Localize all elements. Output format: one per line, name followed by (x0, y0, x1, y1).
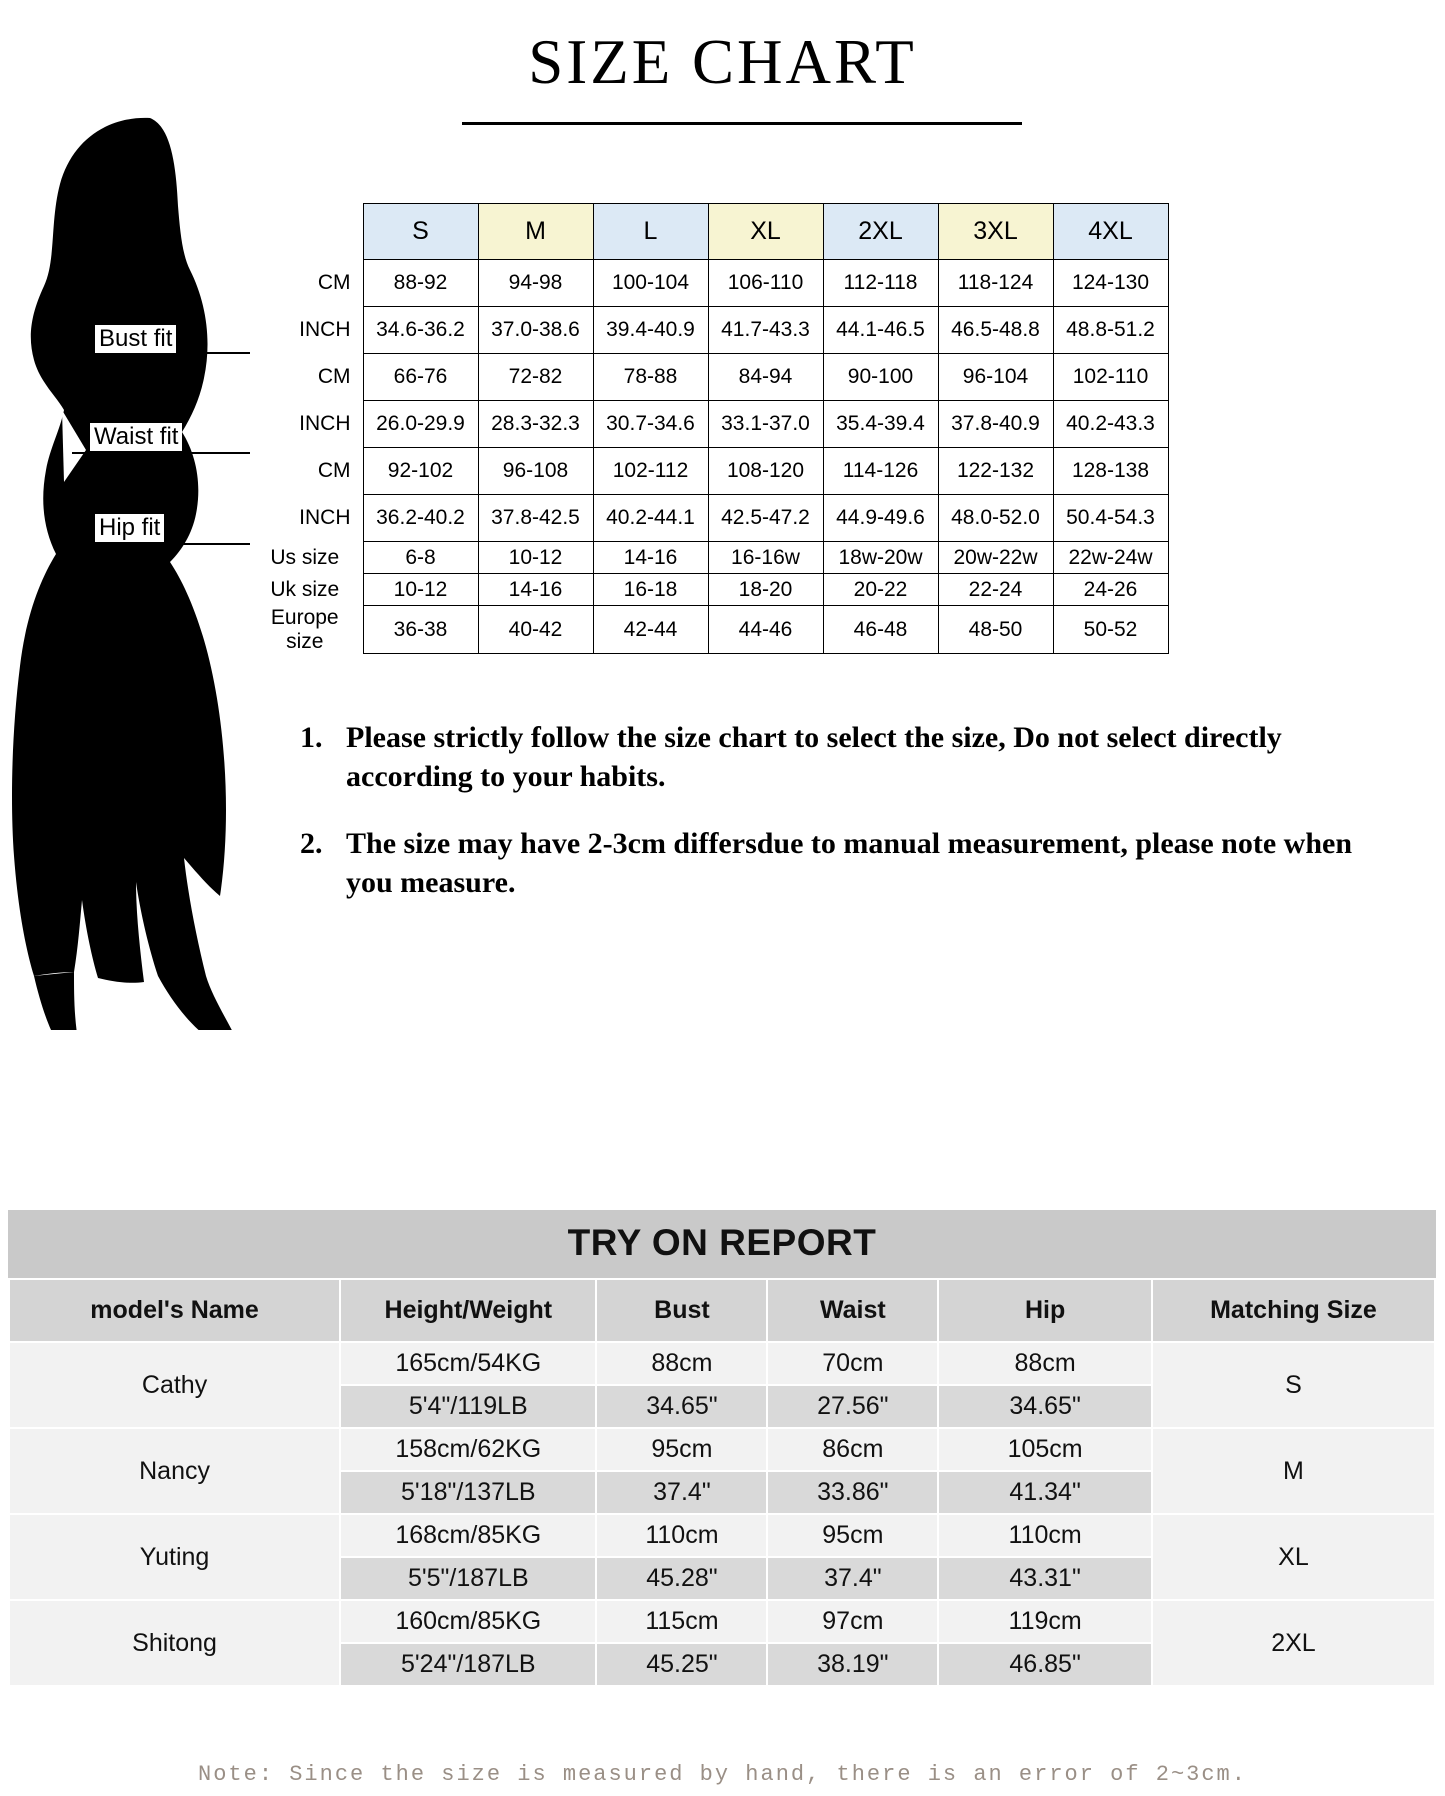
hip-cm-unit-label: CM (247, 448, 363, 495)
waist-inch-m: 28.3-32.3 (478, 401, 593, 448)
bust-cm-s: 88-92 (363, 260, 478, 307)
table-row (247, 542, 1168, 574)
waist-inch-4xl: 40.2-43.3 (1053, 401, 1168, 448)
size-header-4xl: 4XL (1053, 204, 1168, 260)
cathy-waist-imperial: 27.56" (767, 1385, 938, 1428)
cathy-height-weight-metric: 165cm/54KG (340, 1342, 596, 1385)
yuting-height-weight-imperial: 5'5"/187LB (340, 1557, 596, 1600)
waist-fit-label: Waist fit (90, 423, 182, 451)
hip-cm-l: 102-112 (593, 448, 708, 495)
hip-inch-s: 36.2-40.2 (363, 495, 478, 542)
size-header-xl: XL (708, 204, 823, 260)
waist-cm-2xl: 90-100 (823, 354, 938, 401)
waist-cm-3xl: 96-104 (938, 354, 1053, 401)
note-1-text: Please strictly follow the size chart to select the size, Do not select directly according to your habits. (346, 721, 1282, 793)
size-header-row (247, 204, 1168, 260)
model-name-shitong: Shitong (9, 1600, 340, 1686)
us-size-label: Us size (270, 545, 340, 569)
waist-cm-l: 78-88 (593, 354, 708, 401)
shitong-height-weight-metric: 160cm/85KG (340, 1600, 596, 1643)
shitong-matching-size: 2XL (1152, 1600, 1435, 1686)
bust-cm-l: 100-104 (593, 260, 708, 307)
size-header-2xl: 2XL (823, 204, 938, 260)
uk-size-4xl: 24-26 (1053, 574, 1168, 606)
shitong-waist-imperial: 38.19" (767, 1643, 938, 1686)
hip-fit-label: Hip fit (95, 514, 164, 542)
hip-inch-4xl: 50.4-54.3 (1053, 495, 1168, 542)
nancy-bust-imperial: 37.4" (596, 1471, 767, 1514)
column-header-model-name: model's Name (9, 1279, 340, 1342)
size-header-m: M (478, 204, 593, 260)
shitong-height-weight-imperial: 5'24"/187LB (340, 1643, 596, 1686)
hip-inch-xl: 42.5-47.2 (708, 495, 823, 542)
waist-cm-s: 66-76 (363, 354, 478, 401)
waist-inch-xl: 33.1-37.0 (708, 401, 823, 448)
nancy-waist-metric: 86cm (767, 1428, 938, 1471)
shitong-hip-imperial: 46.85" (938, 1643, 1152, 1686)
table-row (247, 448, 1168, 495)
uk-size-s: 10-12 (363, 574, 478, 606)
waist-inch-l: 30.7-34.6 (593, 401, 708, 448)
bust-inch-l: 39.4-40.9 (593, 307, 708, 354)
hip-inch-m: 37.8-42.5 (478, 495, 593, 542)
waist-fit-leader-line (72, 452, 250, 454)
us-size-m: 10-12 (478, 542, 593, 574)
note-item-1 (300, 718, 1360, 796)
waist-inch-s: 26.0-29.9 (363, 401, 478, 448)
bust-cm-unit-label: CM (247, 260, 363, 307)
try-on-report-title: TRY ON REPORT (8, 1210, 1436, 1278)
table-row (247, 260, 1168, 307)
title-underline (462, 122, 1022, 125)
page-title: SIZE CHART (528, 27, 917, 97)
note-2-text: The size may have 2-3cm differsdue to manual measurement, please note when you measure. (346, 827, 1353, 899)
yuting-bust-imperial: 45.28" (596, 1557, 767, 1600)
us-size-xl: 16-16w (708, 542, 823, 574)
column-header-hip: Hip (938, 1279, 1152, 1342)
waist-cm-xl: 84-94 (708, 354, 823, 401)
bust-cm-3xl: 118-124 (938, 260, 1053, 307)
hip-inch-2xl: 44.9-49.6 (823, 495, 938, 542)
us-size-s: 6-8 (363, 542, 478, 574)
try-on-report-section (0, 1180, 1445, 1796)
europe-size-label: Europe size (270, 605, 339, 653)
table-row (247, 401, 1168, 448)
cathy-hip-metric: 88cm (938, 1342, 1152, 1385)
nancy-waist-imperial: 33.86" (767, 1471, 938, 1514)
table-row (9, 1342, 1435, 1385)
bust-inch-4xl: 48.8-51.2 (1053, 307, 1168, 354)
bust-fit-label: Bust fit (95, 325, 176, 353)
bust-inch-m: 37.0-38.6 (478, 307, 593, 354)
waist-inch-2xl: 35.4-39.4 (823, 401, 938, 448)
waist-inch-unit-label: INCH (247, 401, 363, 448)
table-row (247, 574, 1168, 606)
model-name-yuting: Yuting (9, 1514, 340, 1600)
yuting-waist-metric: 95cm (767, 1514, 938, 1557)
europe-size-4xl: 50-52 (1053, 606, 1168, 654)
cathy-waist-metric: 70cm (767, 1342, 938, 1385)
hip-cm-2xl: 114-126 (823, 448, 938, 495)
europe-size-l: 42-44 (593, 606, 708, 654)
table-row (247, 307, 1168, 354)
yuting-hip-metric: 110cm (938, 1514, 1152, 1557)
size-header-3xl: 3XL (938, 204, 1053, 260)
try-on-report-table (8, 1278, 1436, 1687)
bust-inch-2xl: 44.1-46.5 (823, 307, 938, 354)
yuting-waist-imperial: 37.4" (767, 1557, 938, 1600)
notes-block (300, 718, 1360, 930)
model-name-nancy: Nancy (9, 1428, 340, 1514)
report-header-row (9, 1279, 1435, 1342)
nancy-height-weight-metric: 158cm/62KG (340, 1428, 596, 1471)
shitong-hip-metric: 119cm (938, 1600, 1152, 1643)
uk-size-3xl: 22-24 (938, 574, 1053, 606)
note-item-2 (300, 824, 1360, 902)
bust-cm-4xl: 124-130 (1053, 260, 1168, 307)
nancy-hip-imperial: 41.34" (938, 1471, 1152, 1514)
hip-cm-3xl: 122-132 (938, 448, 1053, 495)
uk-size-l: 16-18 (593, 574, 708, 606)
table-row (9, 1514, 1435, 1557)
size-chart-table (247, 203, 1169, 654)
nancy-hip-metric: 105cm (938, 1428, 1152, 1471)
hip-cm-s: 92-102 (363, 448, 478, 495)
bust-inch-3xl: 46.5-48.8 (938, 307, 1053, 354)
table-row (247, 606, 1168, 654)
table-row (9, 1428, 1435, 1471)
nancy-height-weight-imperial: 5'18"/137LB (340, 1471, 596, 1514)
europe-size-s: 36-38 (363, 606, 478, 654)
hip-fit-leader-line (80, 543, 250, 545)
table-corner-cell (247, 204, 363, 260)
size-header-s: S (363, 204, 478, 260)
uk-size-label: Uk size (270, 577, 340, 601)
cathy-bust-imperial: 34.65" (596, 1385, 767, 1428)
us-size-4xl: 22w-24w (1053, 542, 1168, 574)
uk-size-xl: 18-20 (708, 574, 823, 606)
cathy-height-weight-imperial: 5'4"/119LB (340, 1385, 596, 1428)
cathy-hip-imperial: 34.65" (938, 1385, 1152, 1428)
note-1-number: 1. (300, 721, 323, 754)
waist-cm-m: 72-82 (478, 354, 593, 401)
note-2-number: 2. (300, 827, 323, 860)
hip-inch-unit-label: INCH (247, 495, 363, 542)
size-header-l: L (593, 204, 708, 260)
shitong-bust-metric: 115cm (596, 1600, 767, 1643)
waist-inch-3xl: 37.8-40.9 (938, 401, 1053, 448)
bust-cm-2xl: 112-118 (823, 260, 938, 307)
measurement-footnote: Note: Since the size is measured by hand, there is an error of 2~3cm. (198, 1762, 1247, 1787)
yuting-height-weight-metric: 168cm/85KG (340, 1514, 596, 1557)
bust-cm-m: 94-98 (478, 260, 593, 307)
bust-inch-s: 34.6-36.2 (363, 307, 478, 354)
europe-size-m: 40-42 (478, 606, 593, 654)
column-header-waist: Waist (767, 1279, 938, 1342)
waist-cm-4xl: 102-110 (1053, 354, 1168, 401)
try-on-report-wrapper (8, 1210, 1436, 1687)
yuting-hip-imperial: 43.31" (938, 1557, 1152, 1600)
yuting-matching-size: XL (1152, 1514, 1435, 1600)
table-row (247, 495, 1168, 542)
bust-inch-unit-label: INCH (247, 307, 363, 354)
hip-cm-m: 96-108 (478, 448, 593, 495)
hip-cm-xl: 108-120 (708, 448, 823, 495)
model-name-cathy: Cathy (9, 1342, 340, 1428)
europe-size-3xl: 48-50 (938, 606, 1053, 654)
bust-inch-xl: 41.7-43.3 (708, 307, 823, 354)
table-row (9, 1600, 1435, 1643)
uk-size-m: 14-16 (478, 574, 593, 606)
hip-inch-3xl: 48.0-52.0 (938, 495, 1053, 542)
yuting-bust-metric: 110cm (596, 1514, 767, 1557)
cathy-matching-size: S (1152, 1342, 1435, 1428)
cathy-bust-metric: 88cm (596, 1342, 767, 1385)
nancy-matching-size: M (1152, 1428, 1435, 1514)
us-size-3xl: 20w-22w (938, 542, 1053, 574)
europe-size-xl: 44-46 (708, 606, 823, 654)
us-size-2xl: 18w-20w (823, 542, 938, 574)
table-row (247, 354, 1168, 401)
column-header-height-weight: Height/Weight (340, 1279, 596, 1342)
nancy-bust-metric: 95cm (596, 1428, 767, 1471)
shitong-waist-metric: 97cm (767, 1600, 938, 1643)
us-size-l: 14-16 (593, 542, 708, 574)
europe-size-2xl: 46-48 (823, 606, 938, 654)
uk-size-2xl: 20-22 (823, 574, 938, 606)
bust-cm-xl: 106-110 (708, 260, 823, 307)
shitong-bust-imperial: 45.25" (596, 1643, 767, 1686)
column-header-matching-size: Matching Size (1152, 1279, 1435, 1342)
column-header-bust: Bust (596, 1279, 767, 1342)
hip-cm-4xl: 128-138 (1053, 448, 1168, 495)
waist-cm-unit-label: CM (247, 354, 363, 401)
hip-inch-l: 40.2-44.1 (593, 495, 708, 542)
